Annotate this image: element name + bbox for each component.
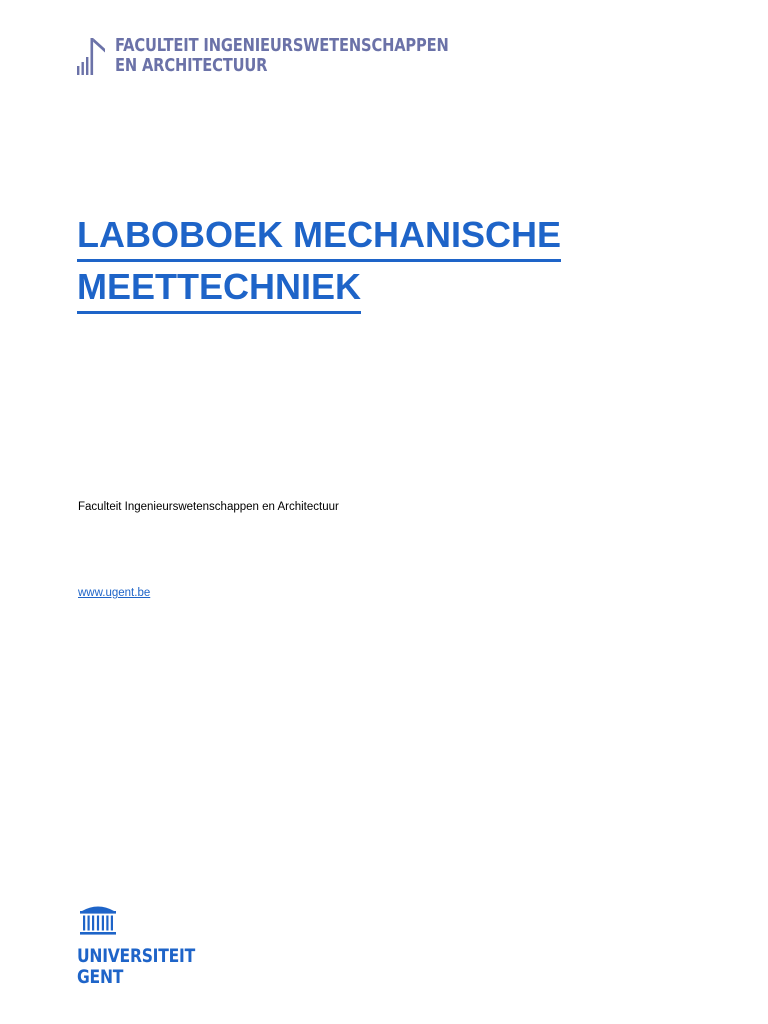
university-logo-line1: UNIVERSITEIT <box>77 945 195 967</box>
classical-building-icon <box>78 902 118 938</box>
website-link[interactable]: www.ugent.be <box>78 587 151 599</box>
document-title-line2: MEETTECHNIEK <box>77 264 361 314</box>
university-logo-line2: GENT <box>77 966 124 988</box>
university-logo <box>77 902 207 988</box>
university-logo-text <box>77 945 195 988</box>
bar-graph-building-icon <box>77 36 109 76</box>
faculty-logo-line1: FACULTEIT INGENIEURSWETENSCHAPPEN <box>115 36 449 56</box>
faculty-name: Faculteit Ingenieurswetenschappen en Architectuur <box>78 501 339 513</box>
document-title-line1: LABOBOEK MECHANISCHE <box>77 212 561 262</box>
faculty-logo <box>77 36 512 76</box>
faculty-logo-line2: EN ARCHITECTUUR <box>115 56 268 76</box>
document-title <box>77 212 561 316</box>
faculty-logo-text <box>115 36 449 76</box>
